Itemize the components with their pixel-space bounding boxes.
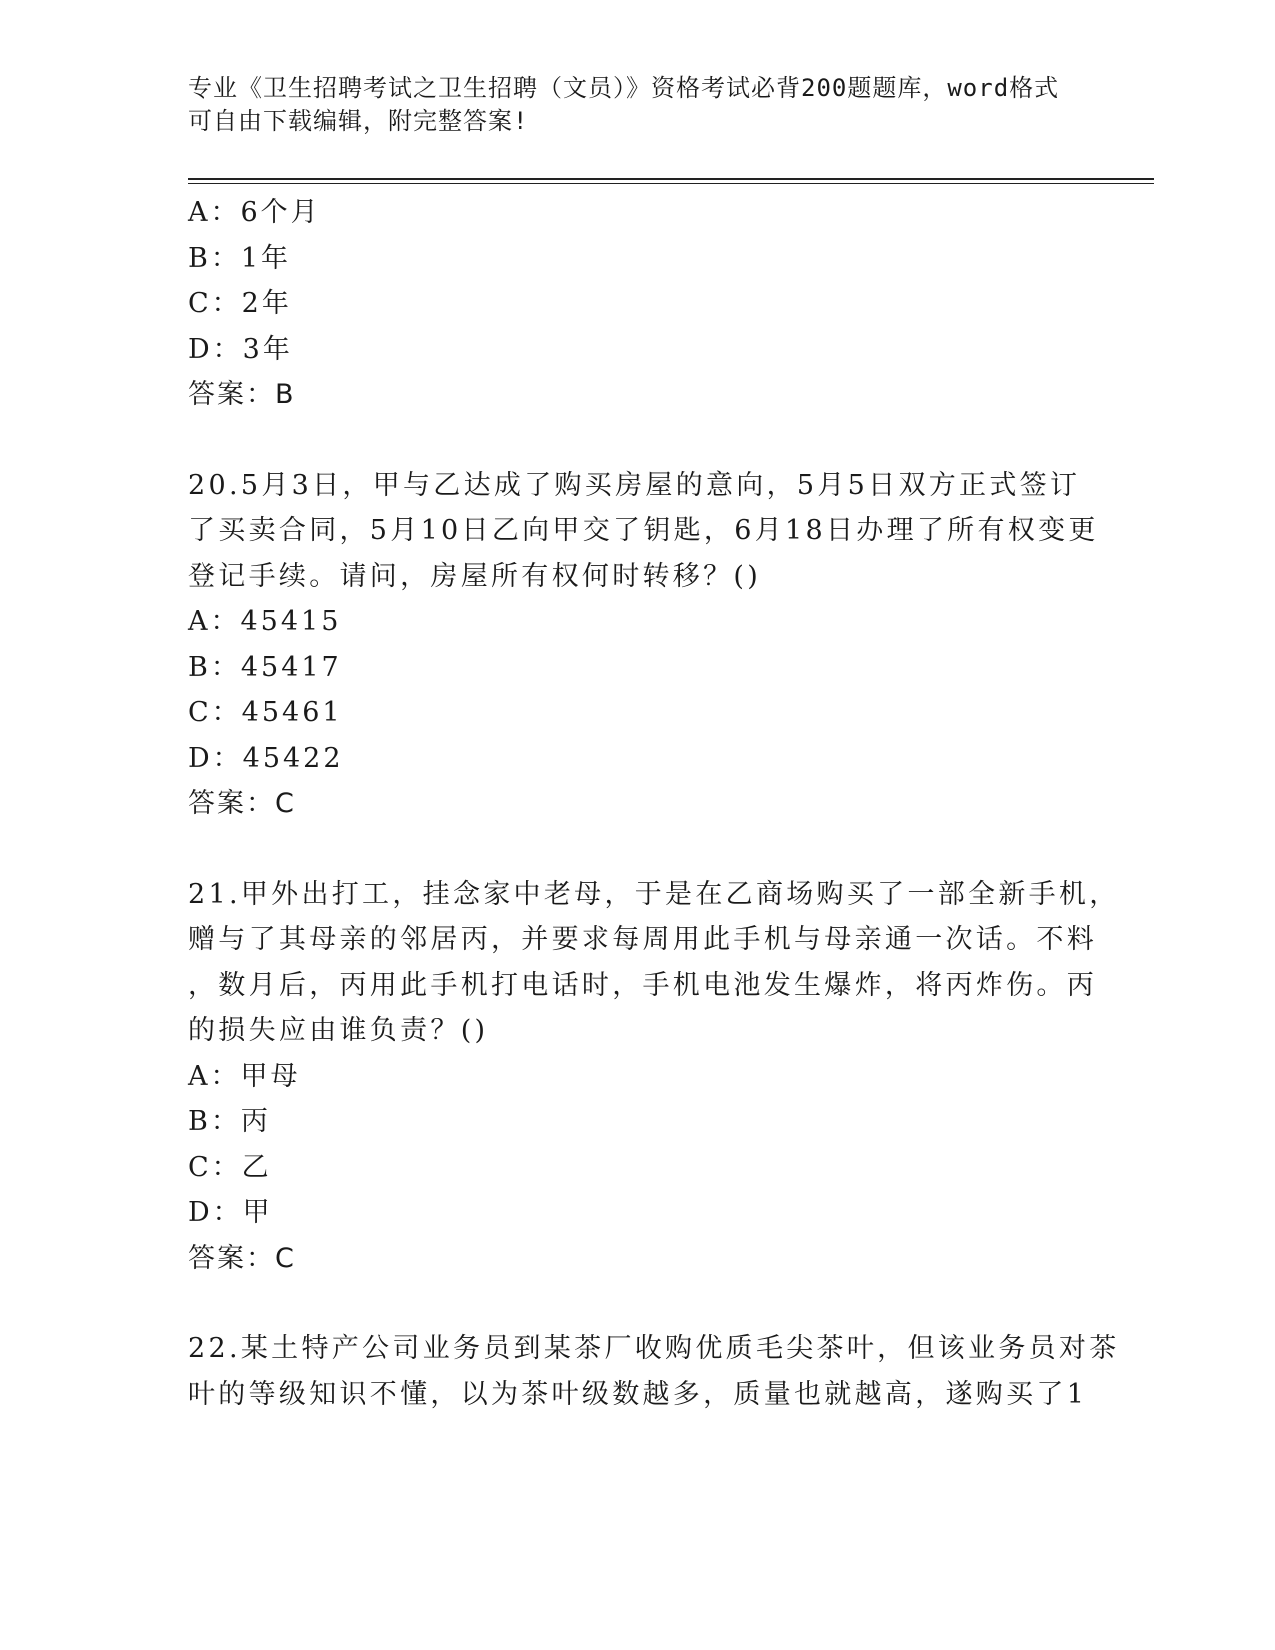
question-21 xyxy=(188,872,1148,1282)
option-c: C：2年 xyxy=(188,288,292,319)
option-b: B：丙 xyxy=(188,1106,271,1137)
option-b: B：1年 xyxy=(188,242,292,274)
answer: 答案：C xyxy=(188,788,296,819)
option-d: D：3年 xyxy=(188,333,293,365)
option-d: D：45422 xyxy=(188,742,344,774)
question-text-line: ，数月后，丙用此手机打电话时，手机电池发生爆炸，将丙炸伤。丙 xyxy=(188,969,1097,1001)
question-text-line: 22.某土特产公司业务员到某茶厂收购优质毛尖茶叶，但该业务员对茶 xyxy=(188,1333,1120,1364)
option-a: A：甲母 xyxy=(188,1060,301,1092)
document-header xyxy=(188,72,1088,138)
question-text-line: 赠与了其母亲的邻居丙，并要求每周用此手机与母亲通一次话。不料 xyxy=(188,924,1097,955)
option-a: A：45415 xyxy=(188,606,342,637)
header-line-1: 专业《卫生招聘考试之卫生招聘（文员）》资格考试必背200题题库，word格式 xyxy=(188,74,1060,102)
option-b: B：45417 xyxy=(188,651,342,683)
question-text-line: 21.甲外出打工，挂念家中老母，于是在乙商场购买了一部全新手机， xyxy=(188,878,1120,910)
answer: 答案：B xyxy=(188,379,296,410)
question-20 xyxy=(188,463,1148,827)
question-19 xyxy=(188,190,1148,418)
question-text-line: 20.5月3日，甲与乙达成了购买房屋的意向，5月5日双方正式签订 xyxy=(188,469,1081,501)
option-d: D：甲 xyxy=(188,1197,273,1228)
question-text-line: 了买卖合同，5月10日乙向甲交了钥匙，6月18日办理了所有权变更 xyxy=(188,515,1099,546)
header-line-2: 可自由下载编辑，附完整答案! xyxy=(188,107,529,135)
document-body xyxy=(188,190,1148,1417)
option-c: C：乙 xyxy=(188,1151,272,1183)
question-text-line: 登记手续。请问，房屋所有权何时转移？() xyxy=(188,560,762,592)
answer: 答案：C xyxy=(188,1242,296,1274)
option-a: A：6个月 xyxy=(188,197,321,228)
header-rule-thin xyxy=(188,183,1154,184)
header-rule xyxy=(188,178,1154,180)
question-text-line: 的损失应由谁负责？() xyxy=(188,1015,489,1046)
question-text-line: 叶的等级知识不懂，以为茶叶级数越多，质量也就越高，遂购买了1 xyxy=(188,1378,1088,1410)
option-c: C：45461 xyxy=(188,697,343,728)
question-22 xyxy=(188,1326,1148,1417)
